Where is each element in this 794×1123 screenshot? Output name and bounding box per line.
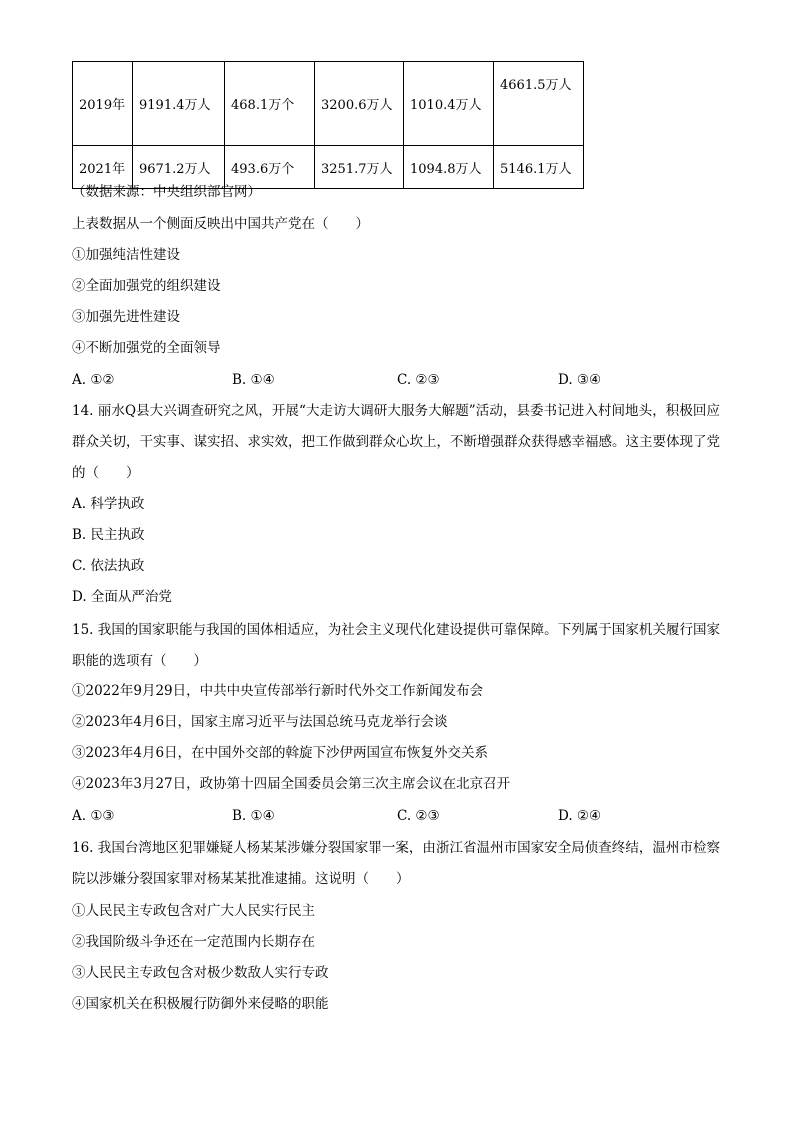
- table-cell: 493.6万个: [225, 146, 315, 189]
- table-cell: 9671.2万人: [133, 146, 225, 189]
- q14-option-a[interactable]: A. 科学执政: [72, 496, 145, 512]
- q15-item-3: ③2023年4月6日，在中国外交部的斡旋下沙伊两国宣布恢复外交关系: [72, 745, 489, 761]
- table-row: [73, 62, 584, 146]
- q15-stem: 15. 我国的国家职能与我国的国体相适应，为社会主义现代化建设提供可靠保障。下列属于国家机关履行国家职能的选项有（ ）: [72, 622, 720, 669]
- q15-item-1: ①2022年9月29日，中共中央宣传部举行新时代外交工作新闻发布会: [72, 683, 484, 699]
- q16-item-1: ①人民民主专政包含对广大人民实行民主: [72, 903, 315, 919]
- q16-item-2: ②我国阶级斗争还在一定范围内长期存在: [72, 934, 315, 950]
- q13-item-3: ③加强先进性建设: [72, 309, 180, 325]
- table-cell: 1094.8万人: [404, 146, 494, 189]
- q14-option-b[interactable]: B. 民主执政: [72, 527, 145, 543]
- q13-item-2: ②全面加强党的组织建设: [72, 278, 221, 294]
- q15-option-c[interactable]: C. ②③: [397, 808, 440, 824]
- table-cell: 3200.6万人: [315, 62, 404, 146]
- q15-options: [72, 806, 732, 826]
- q16-stem: 16. 我国台湾地区犯罪嫌疑人杨某某涉嫌分裂国家罪一案，由浙江省温州市国家安全局侦查终结，温州市检察院以涉嫌分裂国家罪对杨某某批准逮捕。这说明（ ）: [72, 840, 720, 887]
- q13-item-4: ④不断加强党的全面领导: [72, 340, 221, 356]
- q16-item-4: ④国家机关在积极履行防御外来侵略的职能: [72, 996, 329, 1012]
- table-cell: 9191.4万人: [133, 62, 225, 146]
- q13-option-a[interactable]: A. ①②: [72, 372, 115, 388]
- q13-item-1: ①加强纯洁性建设: [72, 247, 180, 263]
- q14-stem: 14. 丽水Q县大兴调查研究之风，开展“大走访大调研大服务大解题”活动，县委书记进入村间地头，积极回应群众关切，干实事、谋实招、求实效，把工作做到群众心坎上，不断增强群众获得感幸福感。这主要体现了党的（ ）: [72, 403, 720, 481]
- q13-stem: 上表数据从一个侧面反映出中国共产党在（ ）: [72, 216, 369, 232]
- q14-option-c[interactable]: C. 依法执政: [72, 558, 145, 574]
- table-cell: 3251.7万人: [315, 146, 404, 189]
- q13-option-b[interactable]: B. ①④: [232, 372, 275, 388]
- data-source-note: （数据来源：中央组织部官网）: [72, 184, 261, 200]
- table-cell: 4661.5万人: [494, 62, 584, 146]
- q15-item-4: ④2023年3月27日，政协第十四届全国委员会第三次主席会议在北京召开: [72, 776, 511, 792]
- table-cell: 468.1万个: [225, 62, 315, 146]
- q15-option-d[interactable]: D. ②④: [558, 808, 602, 824]
- table-cell: 5146.1万人: [494, 146, 584, 189]
- q15-item-2: ②2023年4月6日，国家主席习近平与法国总统马克龙举行会谈: [72, 714, 448, 730]
- q14-option-d[interactable]: D. 全面从严治党: [72, 589, 172, 605]
- table-cell: 1010.4万人: [404, 62, 494, 146]
- q15-option-a[interactable]: A. ①③: [72, 808, 115, 824]
- table-cell: 2019年: [73, 62, 133, 146]
- q16-item-3: ③人民民主专政包含对极少数敌人实行专政: [72, 965, 329, 981]
- q15-option-b[interactable]: B. ①④: [232, 808, 275, 824]
- q13-option-d[interactable]: D. ③④: [558, 372, 602, 388]
- table-cell: 2021年: [73, 146, 133, 189]
- q13-option-c[interactable]: C. ②③: [397, 372, 440, 388]
- q13-options: [72, 370, 732, 390]
- statistics-table: [72, 61, 584, 189]
